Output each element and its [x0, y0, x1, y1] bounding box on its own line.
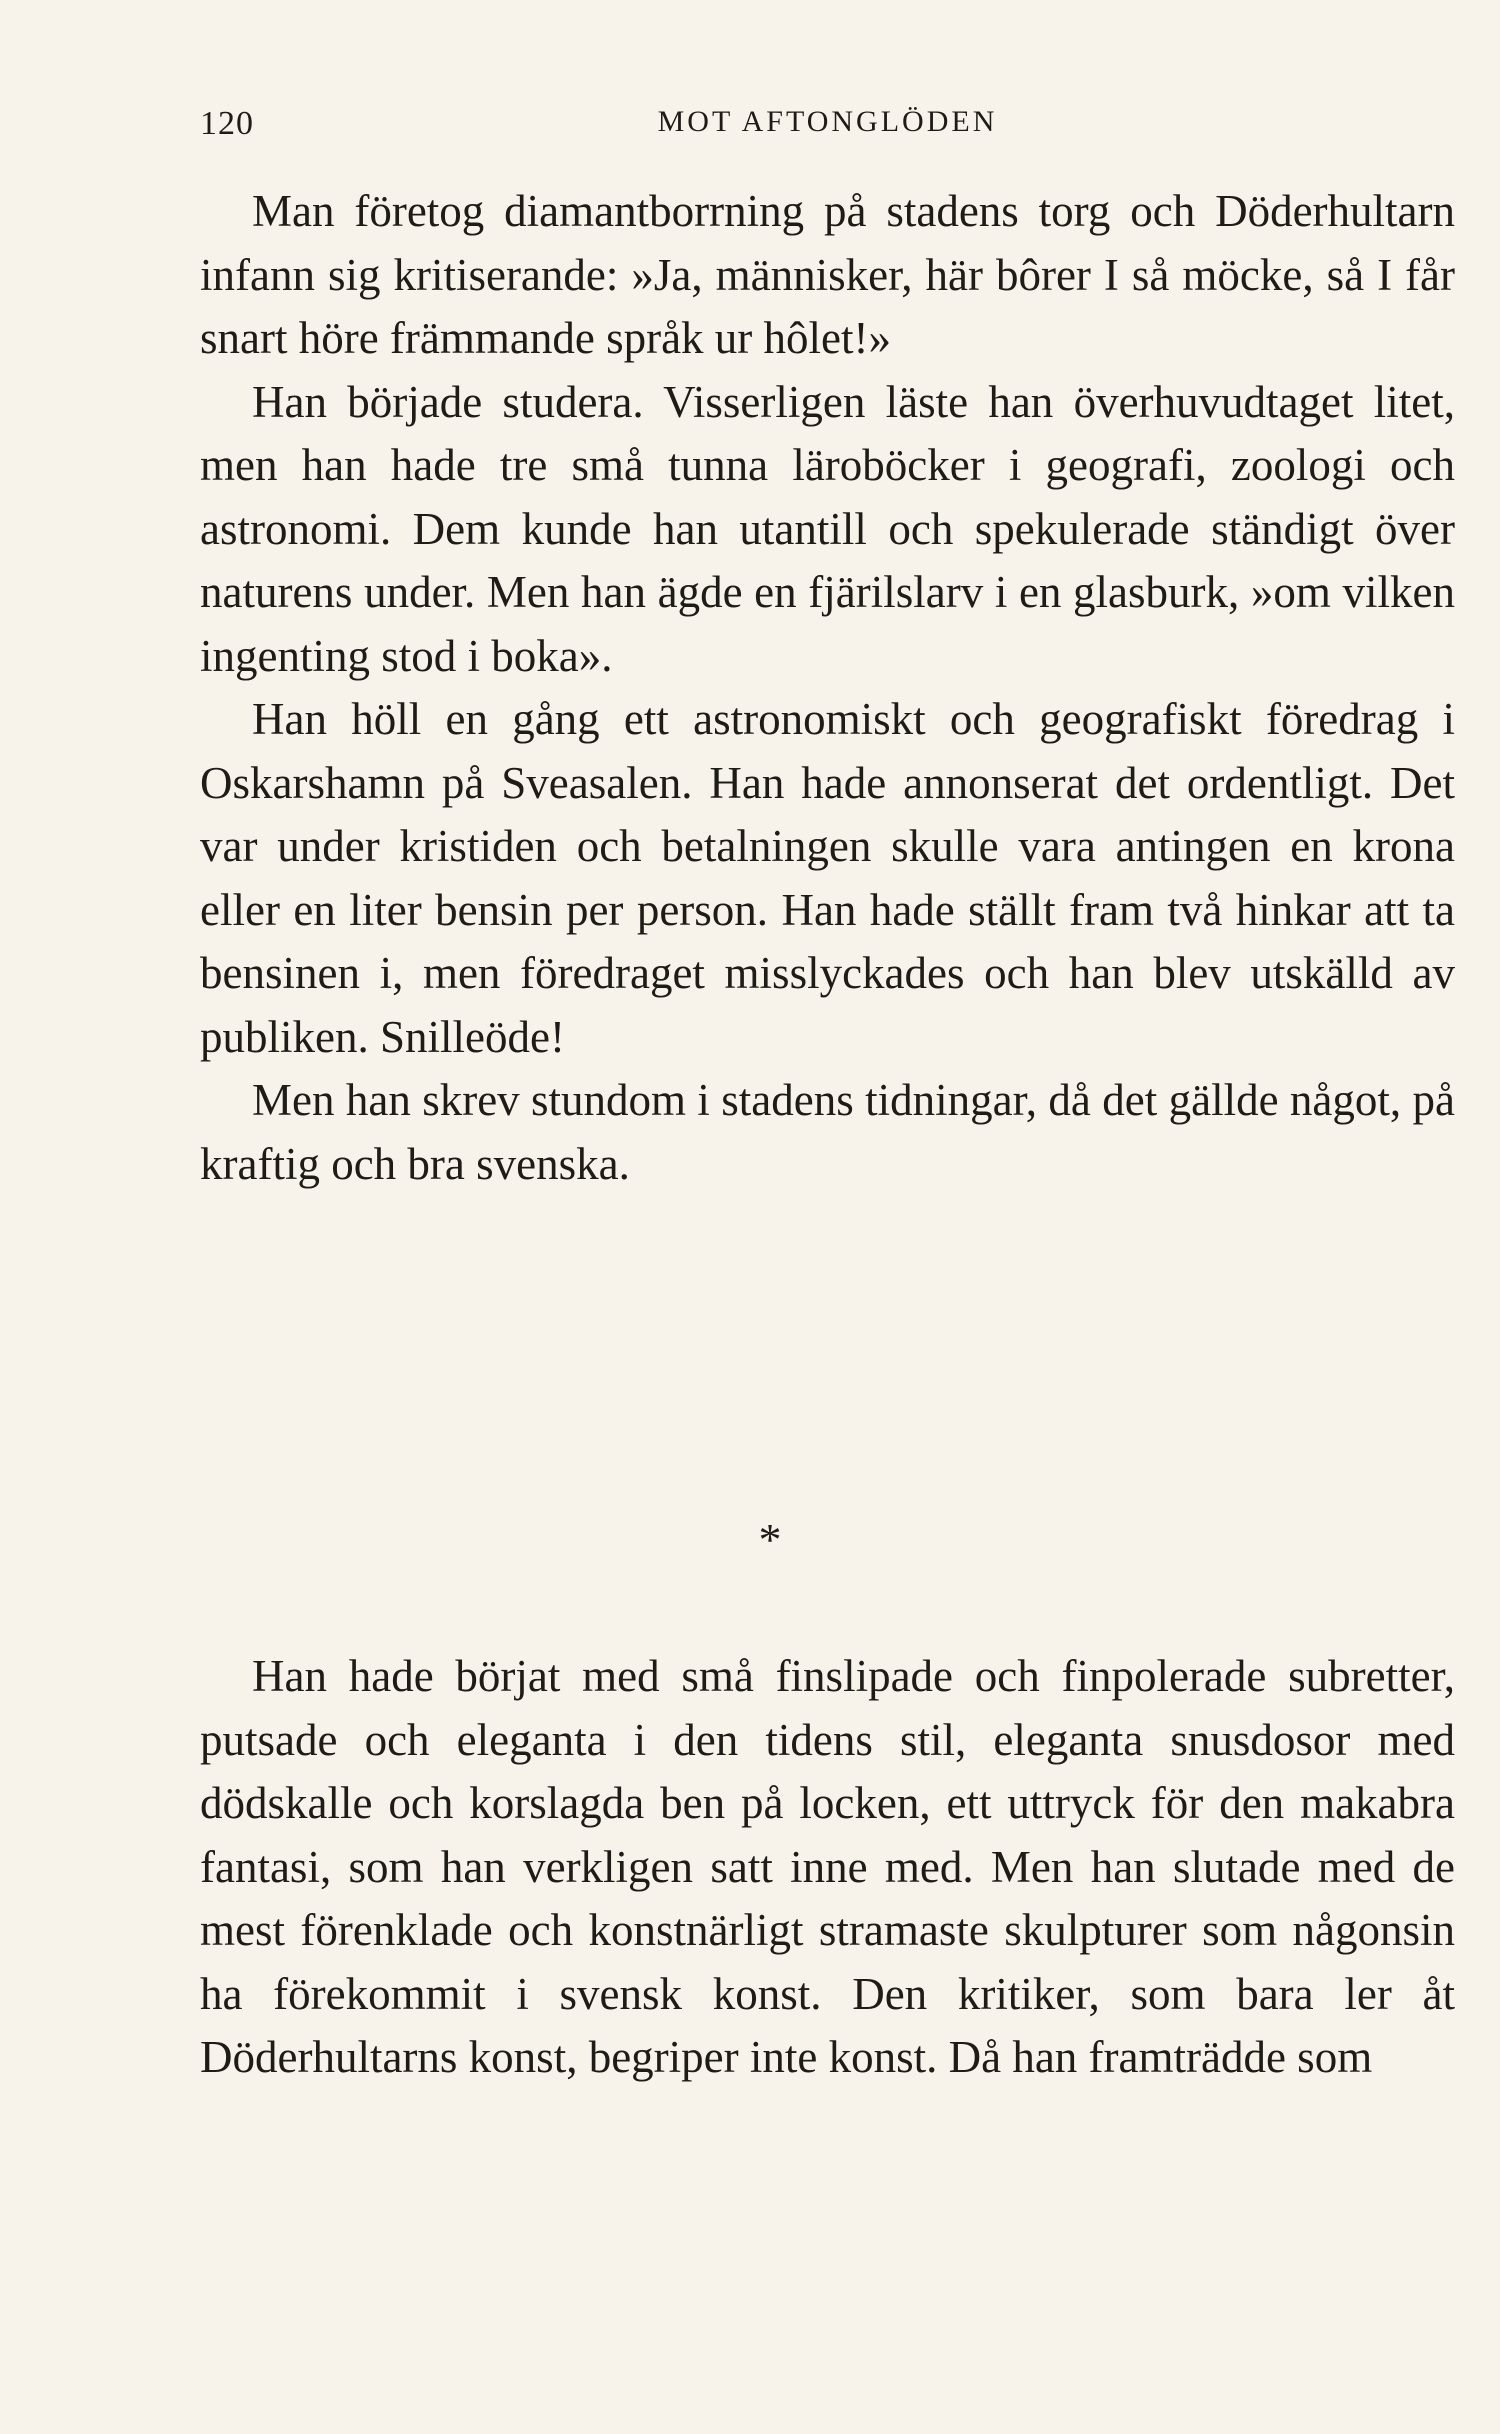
text-block-after-divider [200, 1645, 1455, 2090]
running-title: MOT AFTONGLÖDEN [657, 105, 998, 138]
section-divider-asterisk: * [758, 1514, 782, 1565]
paragraph: Man företog diamantborrning på stadens torg och Döderhultarn infann sig kritiserande: »Ja, människer, här bôrer I så möcke, så I får snart höre främmande språk ur hôlet!» [200, 186, 1455, 363]
paragraph: Han hade börjat med små finslipade och finpolerade subretter, putsade och eleganta i den tidens stil, eleganta snusdosor med dödskalle och korslagda ben på locken, ett uttryck för den makabra fantasi, som han verkligen satt inne med. Men han slutade med de mest förenklade och konstnärligt stramaste skulpturer som någonsin ha förekommit i svensk konst. Den kritiker, som bara ler åt Döderhultarns konst, begriper inte konst. Då han framträdde som [200, 1651, 1455, 2082]
paragraph: Men han skrev stundom i stadens tidningar, då det gällde något, på kraftig och bra svenska. [200, 1075, 1455, 1189]
page-header [200, 105, 1455, 155]
text-block-before-divider [200, 180, 1455, 1196]
page-number: 120 [200, 105, 254, 142]
paragraph: Han höll en gång ett astronomiskt och geografiskt föredrag i Oskarshamn på Sveasalen. Han hade annonserat det ordentligt. Det var under kristiden och betalningen skulle vara antingen en krona eller en liter bensin per person. Han hade ställt fram två hinkar att ta bensinen i, men föredraget misslyckades och han blev utskälld av publiken. Snilleöde! [200, 694, 1455, 1062]
paragraph: Han började studera. Visserligen läste han överhuvudtaget litet, men han hade tre små tunna läroböcker i geografi, zoologi och astronomi. Dem kunde han utantill och spekulerade ständigt över naturens under. Men han ägde en fjärilslarv i en glasburk, »om vilken ingenting stod i boka». [200, 376, 1455, 681]
